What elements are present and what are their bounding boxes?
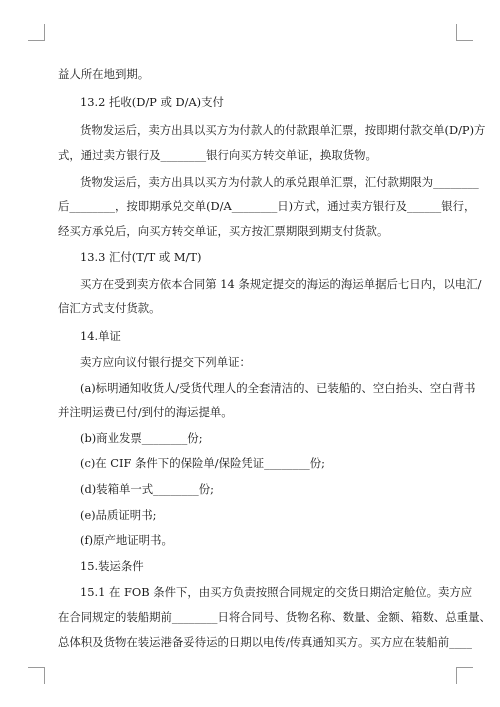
text-line: 经买方承兑后，向买方转交单证，买方按汇票期限到期支付货款。	[58, 224, 389, 238]
list-item-f: (f)原产地证明书。	[80, 533, 173, 547]
text-line: 益人所在地到期。	[58, 67, 150, 81]
crop-mark-top-left	[28, 24, 45, 41]
list-item-a: (a)标明通知收货人/受货代理人的全套清洁的、已装船的、空白抬头、空白背书	[80, 381, 476, 395]
text-line: 货物发运后，卖方出具以买方为付款人的付款跟单汇票，按即期付款交单(D/P)方	[80, 123, 486, 137]
text-line: 后________，按即期承兑交单(D/A________日)方式，通过卖方银行及______银行，	[58, 199, 476, 213]
text-line: 信汇方式支付货款。	[58, 301, 161, 315]
list-item-c: (c)在 CIF 条件下的保险单/保险凭证________份;	[80, 456, 325, 470]
section-heading-15-1: 15.1 在 FOB 条件下，由买方负责按照合同规定的交货日期洽定舱位。卖方应	[80, 585, 473, 599]
section-heading-14: 14.单证	[80, 329, 121, 343]
section-heading-13-3: 13.3 汇付(T/T 或 M/T)	[80, 250, 202, 264]
text-line: 卖方应向议付银行提交下列单证：	[80, 355, 251, 369]
text-line: 并注明运费已付/到付的海运提单。	[58, 405, 233, 419]
crop-mark-bottom-right	[456, 667, 473, 684]
list-item-e: (e)品质证明书;	[80, 508, 157, 522]
crop-mark-bottom-left	[28, 667, 45, 684]
crop-mark-top-right	[456, 24, 473, 41]
list-item-d: (d)装箱单一式________份;	[80, 482, 214, 496]
section-heading-13-2: 13.2 托收(D/P 或 D/A)支付	[80, 95, 224, 109]
section-heading-15: 15.装运条件	[80, 559, 144, 573]
text-line: 总体积及货物在装运港备妥待运的日期以电传/传真通知买方。买方应在装船前____	[58, 635, 472, 649]
text-line: 在合同规定的装船期前________日将合同号、货物名称、数量、金额、箱数、总重量、	[58, 610, 491, 624]
text-line: 式，通过卖方银行及________银行向买方转交单证，换取货物。	[58, 148, 377, 162]
list-item-b: (b)商业发票________份;	[80, 431, 203, 445]
text-line: 买方在受到卖方依本合同第 14 条规定提交的海运的海运单据后七日内，以电汇/	[80, 277, 482, 291]
text-line: 货物发运后，卖方出具以买方为付款人的承兑跟单汇票，汇付款期限为________	[80, 175, 479, 189]
